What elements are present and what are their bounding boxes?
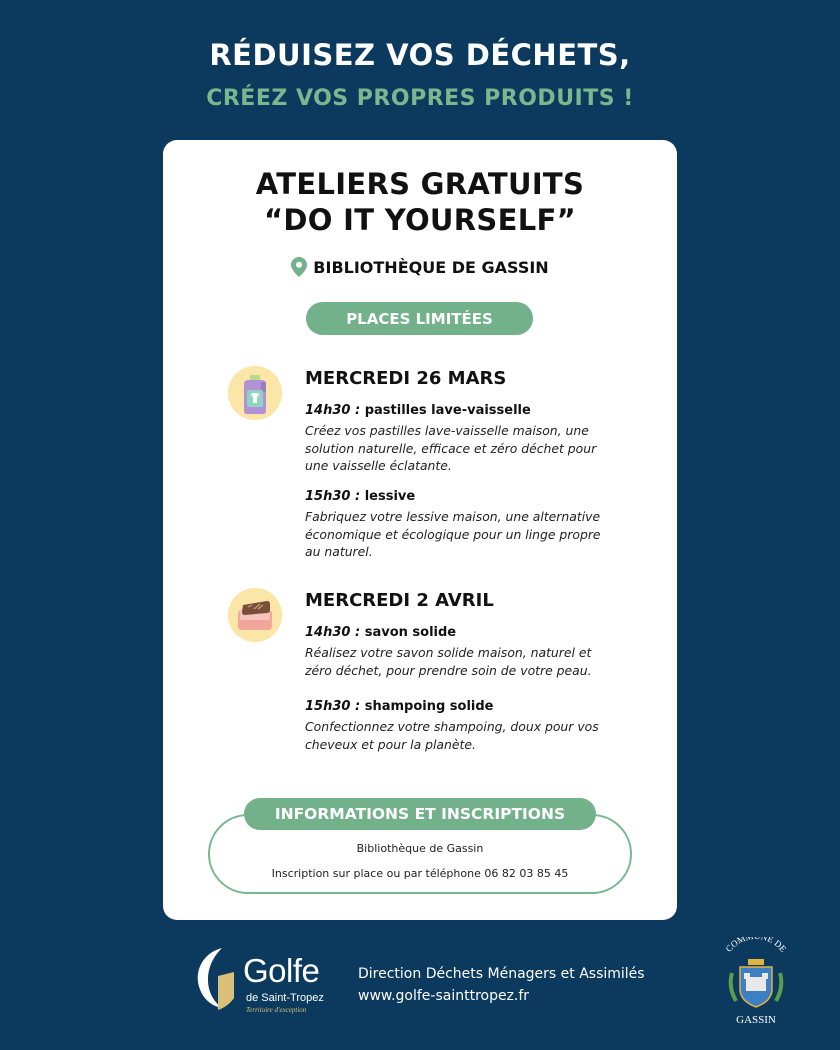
info-location: Bibliothèque de Gassin <box>356 842 484 855</box>
main-headline: RÉDUISEZ VOS DÉCHETS, <box>209 38 631 72</box>
session-shampoing <box>305 698 605 753</box>
session-time: 15h30 : <box>305 489 361 504</box>
golfe-logo-icon <box>192 946 238 1012</box>
logo-sub: de Saint-Tropez <box>246 992 324 1004</box>
map-pin-icon <box>291 257 307 277</box>
gassin-crest-icon <box>718 937 794 1027</box>
day-title-2-avril: MERCREDI 2 AVRIL <box>305 590 494 611</box>
svg-text:GASSIN: GASSIN <box>736 1014 776 1026</box>
workshop-card <box>163 140 677 920</box>
session-name: pastilles lave-vaisselle <box>364 403 531 418</box>
info-title: INFORMATIONS ET INSCRIPTIONS <box>244 798 596 830</box>
logo-tagline: Territoire d'exception <box>246 1006 307 1014</box>
session-savon <box>305 624 605 679</box>
sub-headline: CRÉEZ VOS PROPRES PRODUITS ! <box>206 86 634 111</box>
session-name: savon solide <box>364 625 457 640</box>
places-limitees-badge: PLACES LIMITÉES <box>306 302 533 335</box>
session-time: 15h30 : <box>305 699 361 714</box>
session-name: lessive <box>364 489 416 504</box>
logo-name: Golfe <box>243 952 320 989</box>
soap-bar-icon <box>228 588 282 642</box>
session-description: Réalisez votre savon solide maison, naturel et zéro déchet, pour prendre soin de votre peau. <box>305 645 592 678</box>
footer-direction: Direction Déchets Ménagers et Assimilés <box>358 966 645 982</box>
session-name: shampoing solide <box>364 699 494 714</box>
session-description: Créez vos pastilles lave-vaisselle maison, une solution naturelle, efficace et zéro déchet pour une vaisselle éclatante. <box>305 423 597 473</box>
location-text: BIBLIOTHÈQUE DE GASSIN <box>313 257 549 277</box>
session-lessive <box>305 488 605 561</box>
detergent-bottle-icon <box>228 366 282 420</box>
card-title-line2: “DO IT YOURSELF” <box>264 203 576 237</box>
session-time: 14h30 : <box>305 625 361 640</box>
session-pastilles <box>305 402 605 475</box>
svg-text:COMMUNE DE: COM E DE <box>723 937 789 954</box>
session-description: Confectionnez votre shampoing, doux pour vos cheveux et pour la planète. <box>305 719 599 752</box>
footer-website[interactable]: www.golfe-sainttropez.fr <box>358 988 530 1004</box>
session-description: Fabriquez votre lessive maison, une alternative économique et écologique pour un linge propre au naturel. <box>305 509 601 559</box>
card-title-line1: ATELIERS GRATUITS <box>255 167 585 201</box>
day-title-26-mars: MERCREDI 26 MARS <box>305 368 507 389</box>
info-phone: Inscription sur place ou par téléphone 06 82 03 85 45 <box>271 867 569 880</box>
location <box>163 257 677 277</box>
session-time: 14h30 : <box>305 403 361 418</box>
